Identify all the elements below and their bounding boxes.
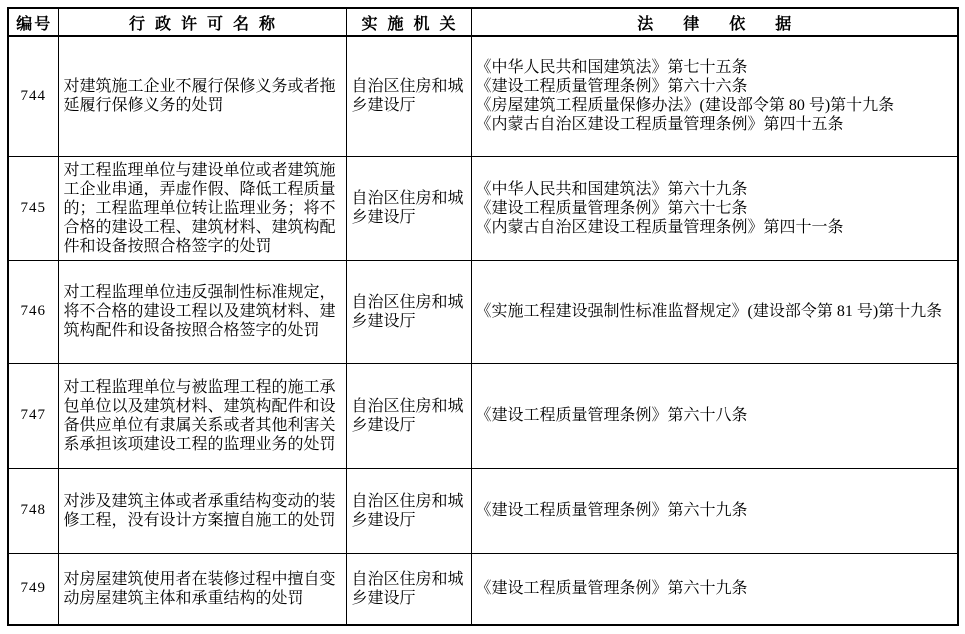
- row-id: 744: [20, 87, 46, 104]
- row-agency: 自治区住房和城乡建设厅: [351, 492, 464, 529]
- row-id: 746: [20, 303, 46, 319]
- header-id: 编号: [8, 8, 58, 36]
- row-id: 747: [20, 407, 46, 423]
- row-agency: 自治区住房和城乡建设厅: [351, 397, 464, 434]
- legal-line: 《中华人民共和国建筑法》第六十九条: [475, 180, 748, 198]
- legal-line: 《内蒙古自治区建设工程质量管理条例》第四十一条: [475, 218, 844, 236]
- legal-line: 《实施工程建设强制性标准监督规定》(建设部令第 81 号)第十九条: [475, 303, 943, 320]
- header-agency: 实施机关: [346, 8, 471, 36]
- table-row: [8, 468, 958, 553]
- row-id: 749: [20, 580, 46, 597]
- row-id: 745: [20, 199, 46, 216]
- table-row: [8, 156, 958, 260]
- row-legal-basis: [476, 501, 954, 520]
- row-license-name: 对建筑施工企业不履行保修义务或者拖延履行保修义务的处罚: [63, 78, 336, 115]
- table-row: [8, 363, 958, 468]
- row-agency: 自治区住房和城乡建设厅: [351, 570, 464, 607]
- row-license-name: 对涉及建筑主体或者承重结构变动的装修工程，没有设计方案擅自施工的处罚: [63, 492, 336, 529]
- row-legal-basis: [476, 58, 954, 134]
- row-agency: 自治区住房和城乡建设厅: [351, 78, 464, 115]
- legal-line: 《建设工程质量管理条例》第六十八条: [475, 407, 748, 424]
- table-row: [8, 36, 958, 156]
- header-legal-basis: 法律依据: [471, 8, 958, 36]
- row-agency: 自治区住房和城乡建设厅: [351, 293, 464, 330]
- row-license-name: 对房屋建筑使用者在装修过程中擅自变动房屋建筑主体和承重结构的处罚: [63, 570, 336, 607]
- legal-line: 《建设工程质量管理条例》第六十九条: [475, 502, 748, 519]
- row-legal-basis: [476, 406, 954, 425]
- header-license-name: 行政许可名称: [58, 8, 346, 36]
- legal-line: 《房屋建筑工程质量保修办法》(建设部令第 80 号)第十九条: [475, 97, 895, 115]
- table-body: [8, 36, 958, 625]
- row-id: 748: [20, 502, 46, 518]
- row-license-name: 对工程监理单位与建设单位或者建筑施工企业串通，弄虚作假、降低工程质量的；工程监理单位转让监理业务；将不合格的建设工程、建筑材料、建筑构配件和设备按照合格签字的处罚: [63, 161, 336, 255]
- row-legal-basis: [476, 180, 954, 237]
- row-license-name: 对工程监理单位与被监理工程的施工承包单位以及建筑材料、建筑构配件和设备供应单位有隶属关系或者其他利害关系承担该项建设工程的监理业务的处罚: [63, 378, 336, 453]
- row-legal-basis: [476, 579, 954, 598]
- legal-line: 《内蒙古自治区建设工程质量管理条例》第四十五条: [475, 116, 844, 134]
- legal-line: 《中华人民共和国建筑法》第七十五条: [475, 59, 748, 77]
- legal-line: 《建设工程质量管理条例》第六十九条: [475, 580, 748, 598]
- row-legal-basis: [476, 302, 954, 321]
- legal-line: 《建设工程质量管理条例》第六十七条: [475, 199, 748, 217]
- legal-line: 《建设工程质量管理条例》第六十六条: [475, 78, 748, 96]
- header-row: [8, 8, 958, 36]
- admin-license-table: [7, 7, 959, 626]
- table-row: [8, 553, 958, 625]
- table-row: [8, 260, 958, 363]
- row-license-name: 对工程监理单位违反强制性标准规定，将不合格的建设工程以及建筑材料、建筑构配件和设备按照合格签字的处罚: [63, 284, 336, 339]
- row-agency: 自治区住房和城乡建设厅: [351, 190, 464, 226]
